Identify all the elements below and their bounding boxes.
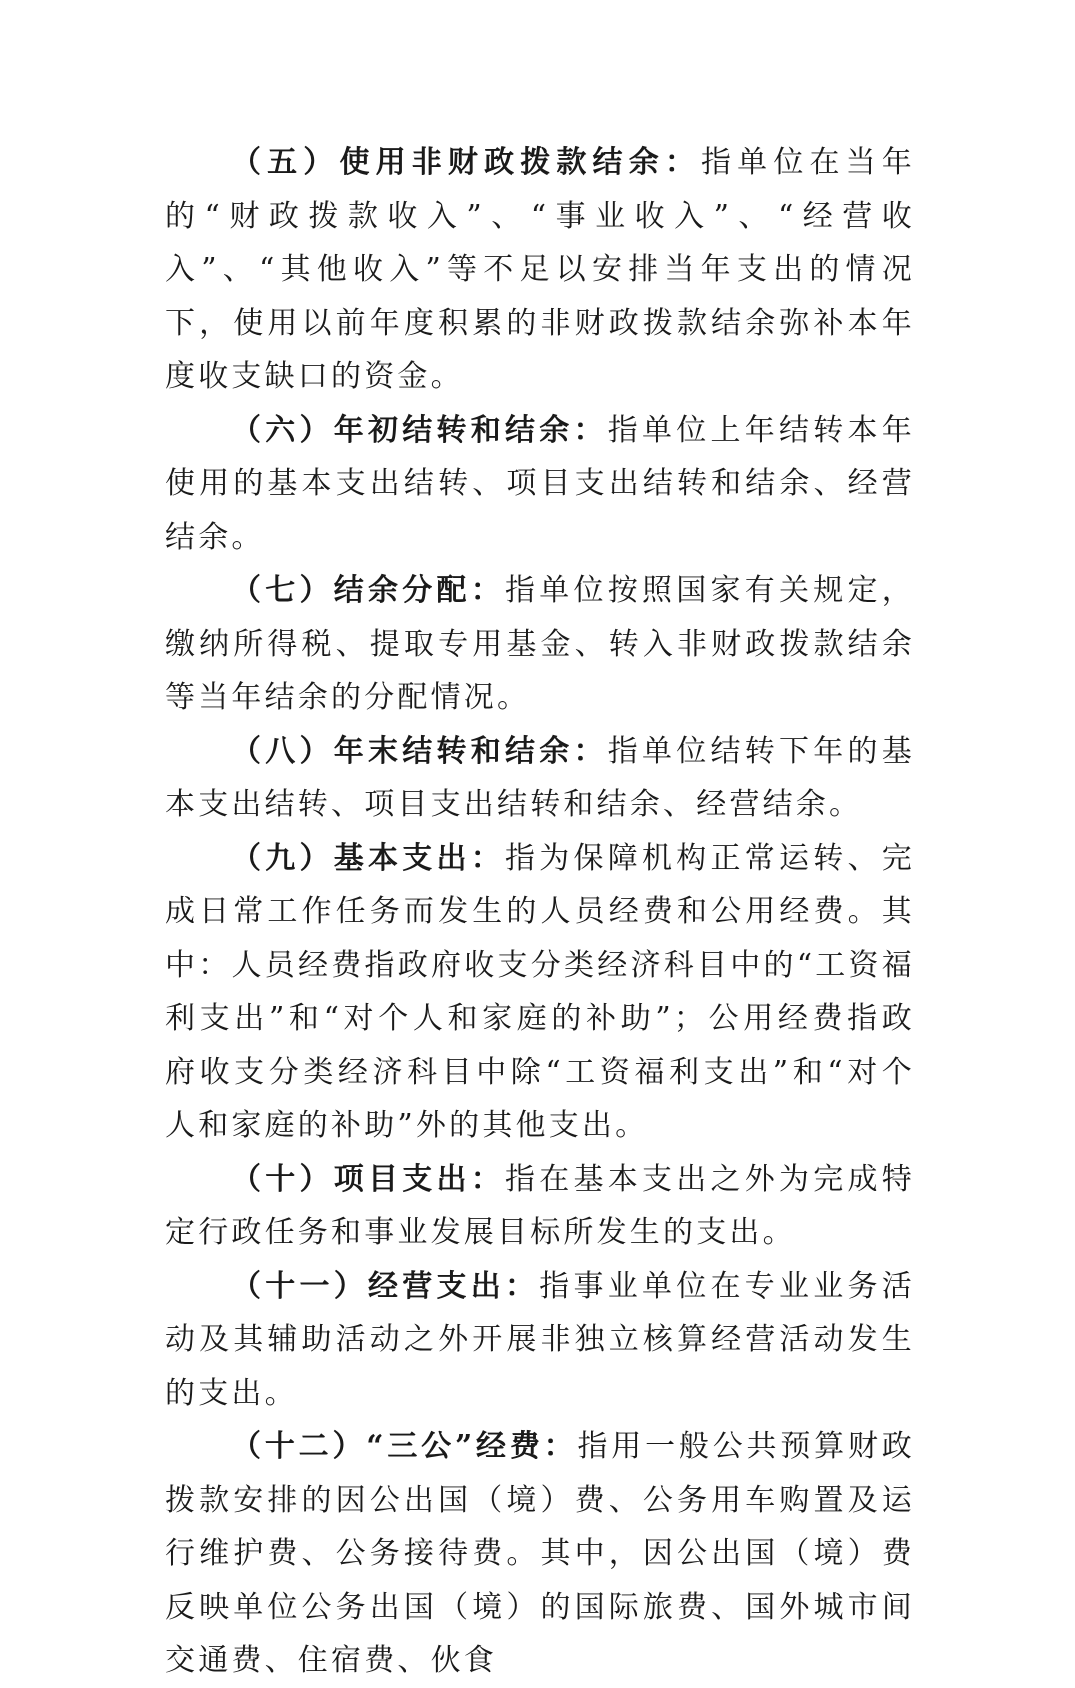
term-heading: （十）项目支出： [231,1161,506,1197]
paragraph-7 [165,564,915,725]
paragraph-12 [165,1420,915,1688]
term-heading: （六）年初结转和结余： [231,412,608,448]
term-heading: （八）年末结转和结余： [231,733,608,769]
term-heading: （五）使用非财政拨款结余： [231,145,702,180]
paragraph-text: 指用一般公共预算财政拨款安排的因公出国（境）费、公务用车购置及运行维护费、公务接待费。其中，因公出国（境）费反映单位公务出国（境）的国际旅费、国外城市间交通费、住宿费、伙食 [165,1429,915,1678]
paragraph-6 [165,404,915,565]
paragraph-10 [165,1153,915,1260]
paragraph-text: 指单位上年结转本年使用的基本支出结转、项目支出结转和结余、经营结余。 [165,412,915,555]
paragraph-8 [165,725,915,832]
paragraph-text: 指单位按照国家有关规定，缴纳所得税、提取专用基金、转入非财政拨款结余等当年结余的分配情况。 [165,573,915,715]
term-heading: （十一）经营支出： [231,1268,540,1304]
paragraph-text: 指在基本支出之外为完成特定行政任务和事业发展目标所发生的支出。 [165,1161,915,1250]
paragraph-9 [165,832,915,1153]
paragraph-text: 指事业单位在专业业务活动及其辅助活动之外开展非独立核算经营活动发生的支出。 [165,1268,915,1411]
document-body [165,136,915,1688]
paragraph-text: 指单位结转下年的基本支出结转、项目支出结转和结余、经营结余。 [165,733,915,822]
term-heading: （九）基本支出： [231,840,506,876]
term-heading: （十二）“三公”经费： [231,1429,578,1464]
paragraph-text: 指单位在当年的“财政拨款收入”、“事业收入”、“经营收入”、“其他收入”等不足以安排当年支出的情况下，使用以前年度积累的非财政拨款结余弥补本年度收支缺口的资金。 [165,145,915,394]
term-heading: （七）结余分配： [231,573,506,608]
paragraph-5 [165,136,915,404]
paragraph-11 [165,1260,915,1421]
paragraph-text: 指为保障机构正常运转、完成日常工作任务而发生的人员经费和公用经费。其中：人员经费指政府收支分类经济科目中的“工资福利支出”和“对个人和家庭的补助”；公用经费指政府收支分类经济科目中除“工资福利支出”和“对个人和家庭的补助”外的其他支出。 [165,840,915,1143]
